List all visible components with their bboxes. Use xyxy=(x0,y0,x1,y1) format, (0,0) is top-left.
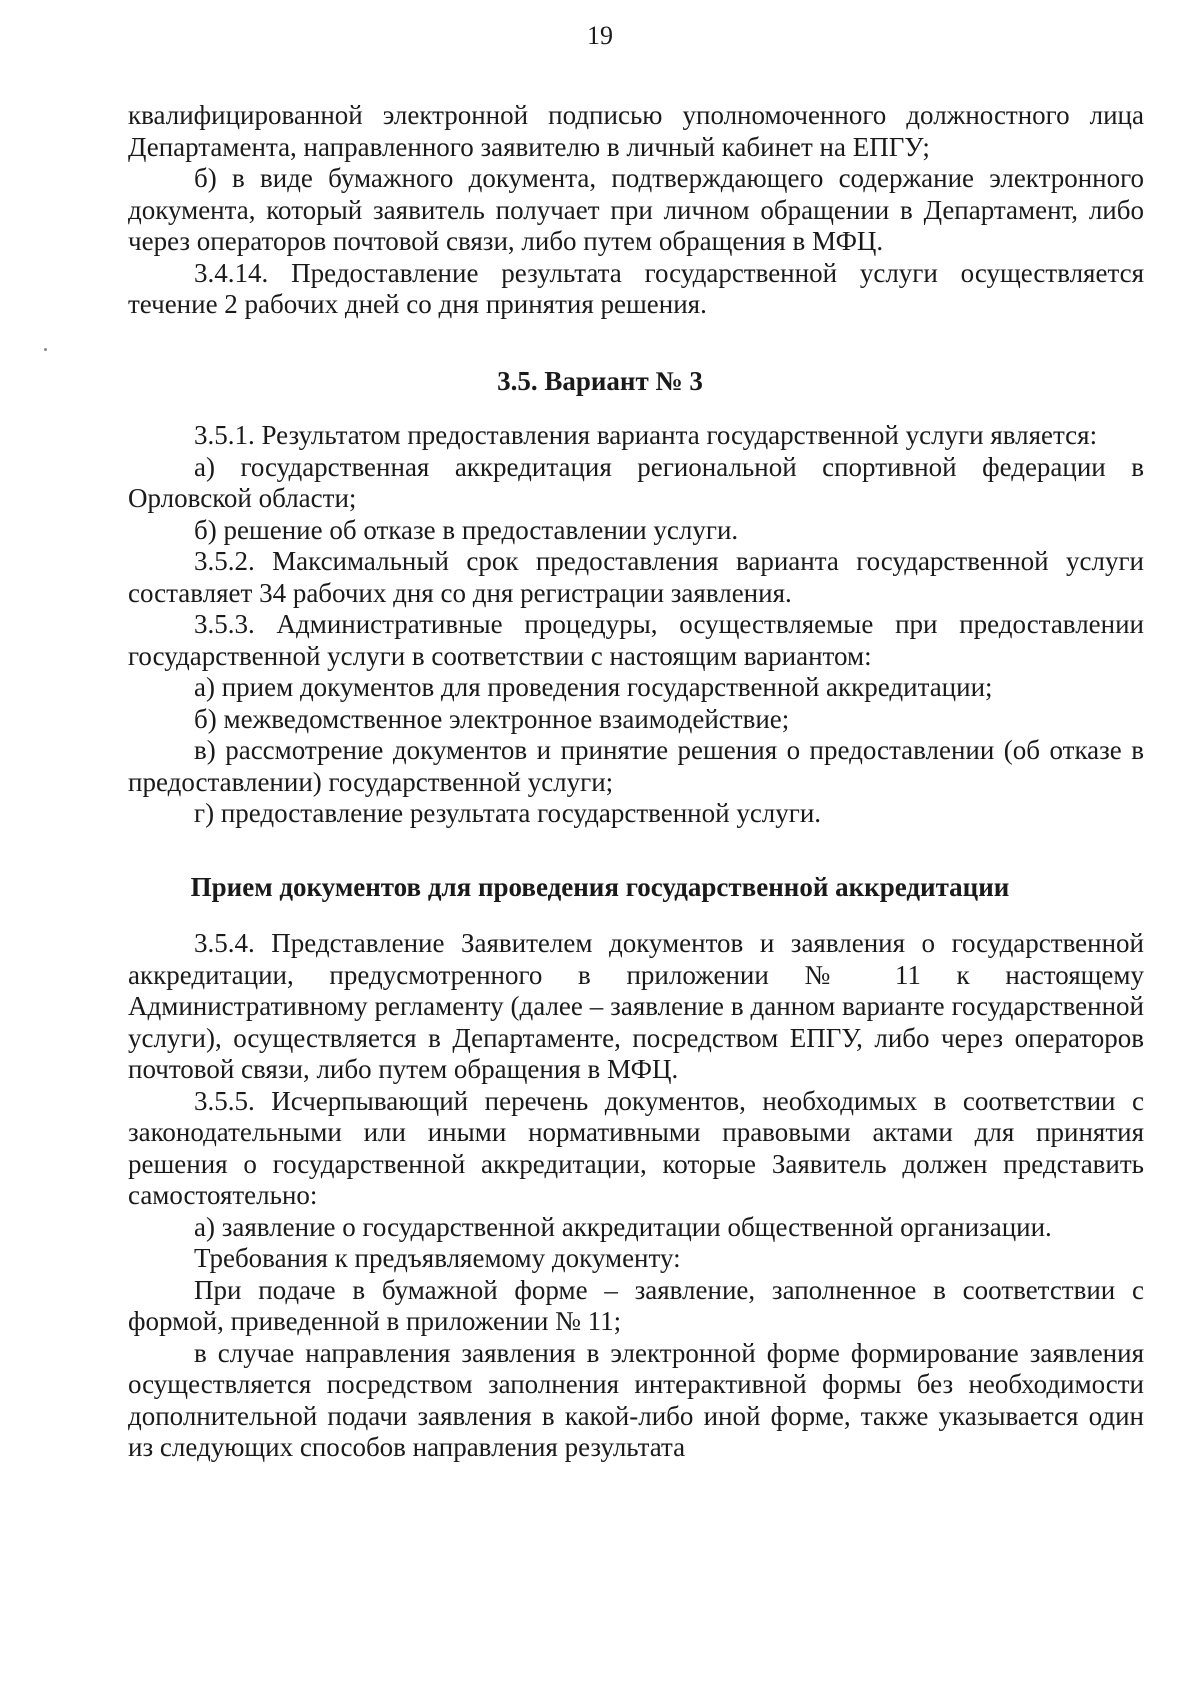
section-heading-reception: Прием документов для проведения государственной аккредитации xyxy=(190,872,1010,902)
paragraph: квалифицированной электронной подписью уполномоченного должностного лица Департамента, направленного заявителю в личный кабинет на ЕПГУ; xyxy=(128,100,1144,162)
text-block-reception xyxy=(128,928,1144,1464)
paragraph: б) решение об отказе в предоставлении услуги. xyxy=(194,514,739,545)
paragraph: б) в виде бумажного документа, подтверждающего содержание электронного документа, который заявитель получает при личном обращении в Департамент, либо через операторов почтовой связи, либо путем обращения в МФЦ. xyxy=(128,163,1144,256)
paragraph: При подаче в бумажной форме – заявление, заполненное в соответствии с формой, приведенной в приложении № 11; xyxy=(128,1274,1144,1336)
paragraph: г) предоставление результата государственной услуги. xyxy=(194,798,822,828)
paragraph: в) рассмотрение документов и принятие решения о предоставлении (об отказе в предоставлении) государственной услуги; xyxy=(128,735,1144,797)
section-heading-variant: 3.5. Вариант № 3 xyxy=(497,366,703,396)
paragraph: 3.4.14. Предоставление результата государственной услуги осуществляется течение 2 рабочих дней со дня принятия решения. xyxy=(128,257,1144,319)
page-number: 19 xyxy=(587,21,613,50)
paragraph: 3.5.4. Представление Заявителем документов и заявления о государственной аккредитации, предусмотренного в приложении № 11 к настоящему Административному регламенту (далее – заявление в данном варианте государственной услуги), осуществляется в Департаменте, посредством ЕПГУ, либо через операторов почтовой связи, либо путем обращения в МФЦ. xyxy=(128,928,1144,1084)
paragraph: в случае направления заявления в электронной форме формирование заявления осуществляется посредством заполнения интерактивной формы без необходимости дополнительной подачи заявления в какой-либо иной форме, также указывается один из следующих способов направления результата xyxy=(128,1337,1144,1462)
paragraph: а) заявление о государственной аккредитации общественной организации. xyxy=(194,1211,1052,1242)
paragraph: 3.5.5. Исчерпывающий перечень документов, необходимых в соответствии с законодательными или иными нормативными правовыми актами для принятия решения о государственной аккредитации, которые Заявитель должен представить самостоятельно: xyxy=(128,1085,1144,1210)
paragraph: а) государственная аккредитация региональной спортивной федерации в Орловской области; xyxy=(128,451,1144,513)
paragraph: а) прием документов для проведения государственной аккредитации; xyxy=(194,672,993,702)
paragraph: 3.5.1. Результатом предоставления варианта государственной услуги является: xyxy=(194,420,1098,450)
text-block-top xyxy=(128,100,1144,321)
paragraph: 3.5.3. Административные процедуры, осуществляемые при предоставлении государственной услуги в соответствии с настоящим вариантом: xyxy=(128,609,1144,671)
paragraph: б) межведомственное электронное взаимодействие; xyxy=(194,703,790,734)
paragraph: Требования к предъявляемому документу: xyxy=(194,1243,681,1273)
paragraph: 3.5.2. Максимальный срок предоставления варианта государственной услуги составляет 34 рабочих дня со дня регистрации заявления. xyxy=(128,546,1144,608)
scan-speck xyxy=(44,348,47,351)
text-block-variant xyxy=(128,420,1144,830)
